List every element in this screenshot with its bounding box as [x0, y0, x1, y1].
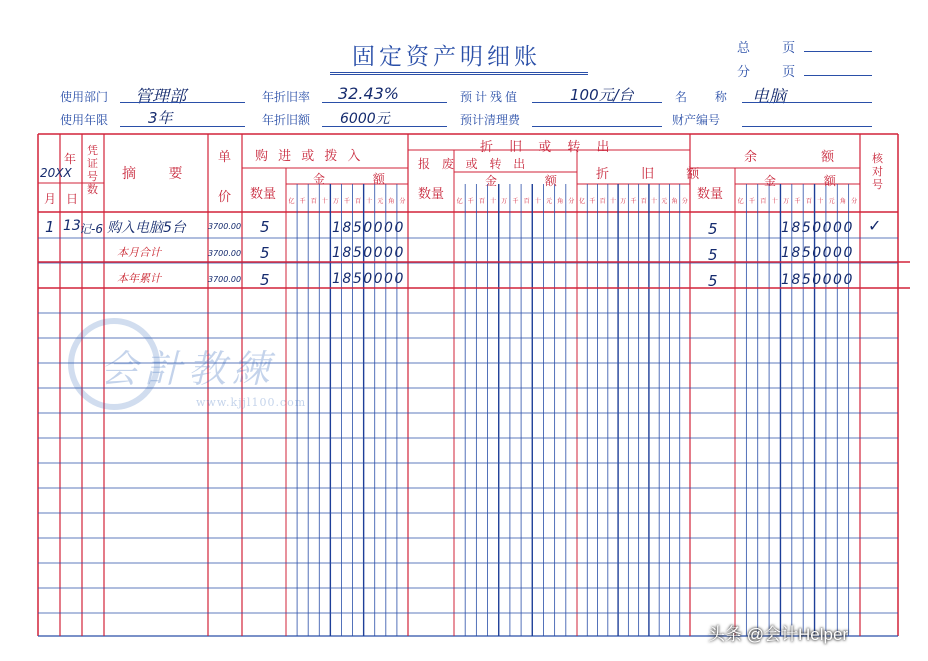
digit-header-label: 角 — [671, 198, 678, 205]
row3-summary: 本年累计 — [117, 272, 161, 285]
digit-header-label: 千 — [794, 198, 801, 205]
scrap-header: 报 废 或 转 出 — [418, 157, 530, 171]
digit-header-label: 十 — [534, 198, 541, 205]
row2-qty: 5 — [260, 244, 270, 262]
row1-qty: 5 — [260, 218, 270, 236]
row2-amount: 1850000 — [332, 245, 405, 261]
title-underline — [330, 72, 588, 78]
name-line — [742, 102, 872, 103]
rate-value: 32.43% — [338, 84, 400, 103]
digit-header-label: 十 — [366, 198, 373, 205]
row1-voucher: 记-6 — [79, 222, 103, 236]
row3-price: 3700.00 — [208, 275, 242, 284]
cleanup-line — [532, 126, 662, 127]
balance-header: 余 额 — [744, 150, 865, 165]
digit-header-label: 千 — [630, 198, 637, 205]
years-line — [120, 126, 245, 127]
watermark-logo-text: 会計教練 — [100, 347, 277, 391]
digit-header-label: 百 — [599, 198, 606, 205]
col-month-label: 月 — [44, 192, 57, 206]
digit-header-label: 十 — [609, 198, 616, 205]
dep-amount-line — [322, 126, 447, 127]
digit-header-label: 亿 — [288, 198, 295, 205]
digit-header-label: 万 — [501, 198, 508, 205]
col-year-value: 20XX — [40, 166, 72, 180]
scrap-amount-label: 金 额 — [485, 174, 579, 188]
digit-header-label: 元 — [377, 198, 384, 205]
digit-header-label: 百 — [523, 198, 530, 205]
row3-amount: 1850000 — [332, 271, 405, 287]
digit-header-label: 元 — [546, 198, 553, 205]
ledger-title: 固定资产明细账 — [352, 44, 541, 70]
page-total-line — [804, 51, 872, 52]
row1-amount: 1850000 — [332, 220, 405, 236]
row1-price: 3700.00 — [208, 222, 242, 231]
col-summary-label: 摘 要 — [122, 166, 197, 182]
years-label: 使用年限 — [60, 113, 109, 127]
residual-line — [532, 102, 662, 103]
digit-header-label: 元 — [828, 198, 835, 205]
years-value: 3年 — [148, 109, 173, 127]
cleanup-label: 预计清理费 — [460, 113, 521, 127]
digit-header-label: 十 — [321, 198, 328, 205]
dep-amount-label: 年折旧额 — [262, 113, 311, 127]
name-label: 名 称 — [675, 90, 739, 104]
purchase-amount-label: 金 额 — [313, 172, 407, 186]
digit-header-label: 十 — [651, 198, 658, 205]
name-value: 电脑 — [752, 87, 786, 107]
digit-header-label: 分 — [568, 198, 575, 205]
row2-price: 3700.00 — [208, 249, 242, 258]
digit-header-label: 元 — [661, 198, 668, 205]
digit-header-label: 千 — [299, 198, 306, 205]
digit-header-label: 十 — [490, 198, 497, 205]
digit-header-label: 百 — [760, 198, 767, 205]
col-price-label-1: 单 — [218, 150, 232, 165]
row2-bal-amount: 1850000 — [781, 245, 854, 261]
page-sub-label: 分 页 — [737, 65, 810, 80]
digit-header-label: 分 — [851, 198, 858, 205]
scrap-qty-label: 数量 — [418, 187, 445, 202]
dept-label: 使用部门 — [60, 90, 109, 104]
digit-header-label: 百 — [640, 198, 647, 205]
digit-header-label: 亿 — [456, 198, 463, 205]
row2-summary: 本月合计 — [117, 246, 161, 259]
col-price-label-2: 价 — [218, 190, 232, 205]
asset-no-label: 财产编号 — [672, 113, 721, 127]
row1-check: ✓ — [868, 216, 882, 235]
col-check-label: 核对号 — [872, 152, 883, 191]
row3-bal-qty: 5 — [708, 272, 718, 290]
digit-header-label: 万 — [620, 198, 627, 205]
purchase-header: 购 进 或 拨 入 — [255, 149, 364, 164]
depr-transfer-header: 折 旧 或 转 出 — [480, 140, 616, 155]
digit-header-label: 万 — [783, 198, 790, 205]
row1-bal-qty: 5 — [708, 220, 718, 238]
digit-header-label: 百 — [310, 198, 317, 205]
source-credit: 头条 @会计Helper — [708, 625, 849, 644]
row1-bal-amount: 1850000 — [781, 220, 854, 236]
dep-amount-value: 6000元 — [340, 111, 390, 127]
asset-no-line — [742, 126, 872, 127]
page-sub-line — [804, 75, 872, 76]
digit-header-label: 百 — [805, 198, 812, 205]
col-voucher-label: 凭证号数 — [87, 144, 98, 196]
residual-value: 100元/台 — [570, 86, 634, 104]
digit-header-label: 十 — [817, 198, 824, 205]
digit-header-label: 分 — [681, 198, 688, 205]
row1-month: 1 — [45, 218, 55, 236]
depreciation-header: 折 旧 额 — [596, 167, 714, 182]
digit-header-label: 分 — [399, 198, 406, 205]
rate-line — [322, 102, 447, 103]
digit-header-label: 亿 — [737, 198, 744, 205]
row1-summary: 购入电脑5台 — [107, 220, 186, 236]
digit-header-label: 千 — [512, 198, 519, 205]
dept-value: 管理部 — [135, 87, 186, 107]
digit-header-label: 十 — [771, 198, 778, 205]
digit-header-label: 角 — [388, 198, 395, 205]
digit-header-label: 千 — [343, 198, 351, 205]
digit-header-label: 百 — [478, 198, 485, 205]
digit-header-label: 角 — [557, 198, 564, 205]
row3-bal-amount: 1850000 — [781, 272, 854, 288]
row2-bal-qty: 5 — [708, 246, 718, 264]
digit-header-label: 千 — [589, 198, 596, 205]
dept-line — [120, 102, 245, 103]
digit-header-label: 亿 — [579, 198, 586, 205]
digit-header-label: 千 — [749, 198, 756, 205]
digit-header-label: 万 — [332, 198, 339, 205]
col-day-label: 日 — [66, 192, 79, 206]
residual-label: 预计残值 — [460, 90, 521, 104]
digit-header-label: 千 — [467, 198, 474, 205]
balance-qty-label: 数量 — [697, 187, 724, 202]
col-year-label: 年 — [64, 152, 77, 166]
rate-label: 年折旧率 — [262, 90, 311, 104]
watermark-url: www.kjjl100.com — [196, 396, 307, 409]
page-total-label: 总 页 — [737, 41, 810, 56]
digit-header-label: 百 — [355, 198, 362, 205]
row3-qty: 5 — [260, 271, 270, 289]
digit-header-label: 角 — [839, 198, 846, 205]
balance-amount-label: 金 额 — [764, 174, 858, 188]
purchase-qty-label: 数量 — [250, 187, 277, 202]
row1-day: 13 — [63, 218, 81, 234]
